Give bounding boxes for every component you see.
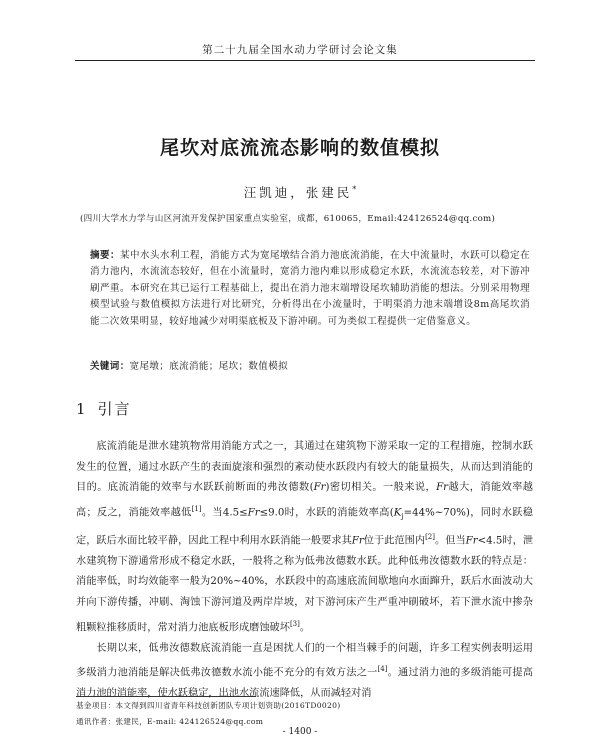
citation[interactable]: [3] <box>289 619 300 628</box>
section-number: 1 <box>76 400 88 418</box>
paragraph: 底流消能是泄水建筑物常用消能方式之一，其通过在建筑物下游采取一定的工程措施，控制水跃发生的位置，通过水跃产生的表面旋滚和强烈的紊动使水跃段内有较大的能量损失，从而达到消能的目的。底流消能的效率与水跃跃前断面的弗汝德数(Fr)密切相关。一般来说，Fr越大，消能效率越高；反之，消能效率越低[1]。当4.5≤Fr≤9.0时，水跃的消能效率高$(K_j=44\%\sim 70\%)$，同时水跃稳定，跃后水面比较平静，因此工程中利用水跃消能一般要求其Fr位于此范围内[2]。但当Fr<4.5时，泄水建筑物下游通常形成不稳定水跃，一般将之称为低弗汝德数水跃。此种低弗汝德数水跃的特点是：消能率低，时均效能率一般为20%~40%，水跃段中的高速底流间歇地向水面蹿升，跃后水面波动大并向下游传播，冲刷、淘蚀下游河道及两岸岸坡，对下游河床产生严重冲刷破坏，若下泄水流中掺杂粗颗粒推移质时，常对消力池底板形成磨蚀破坏[3]。 <box>76 441 534 633</box>
section-heading <box>76 398 132 419</box>
author-names: 汪凯迪，张建民 <box>243 185 353 200</box>
header-rule <box>75 60 535 61</box>
footnote-rule <box>76 696 256 697</box>
keywords-text: 宽尾墩；底流消能；尾坎；数值模拟 <box>129 361 289 372</box>
keywords <box>90 358 288 372</box>
abstract-label: 摘要： <box>90 250 121 261</box>
body-text <box>76 437 533 705</box>
keywords-label: 关键词： <box>90 361 130 372</box>
corresponding-mark: * <box>352 184 357 194</box>
abstract-text: 某中水头水利工程，消能方式为宽尾墩结合消力池底流消能，在大中流量时，水跃可以稳定在消力池内，水流流态较好，但在小流量时，宽消力池内难以形成稳定水跃，水流流态较差，对下游冲刷严重。本研究在其已运行工程基础上，提出在消力池末端增设尾坎辅助消能的想法。分别采用物理模型试验与数值模拟方法进行对比研究，分析得出在小流量时，于明渠消力池末端增设8m高尾坎消能二次效果明显，较好地减少对明渠底板及下游冲刷。可为类似工程提供一定借鉴意义。 <box>90 250 531 327</box>
footnote-fund: 基金项目：本文得到四川省青年科技创新团队专项计划资助(2016TD0020) <box>76 701 341 710</box>
footnote-contact: 通讯作者：张建民，E-mail: 424126524@qq.com <box>76 717 264 726</box>
authors <box>0 183 600 201</box>
running-header: 第二十九届全国水动力学研讨会论文集 <box>202 44 398 56</box>
paper-title: 尾坎对底流流态影响的数值模拟 <box>159 137 440 159</box>
page-number: - 1400 - <box>282 727 318 737</box>
citation[interactable]: [1] <box>191 504 202 513</box>
citation[interactable]: [2] <box>425 532 435 541</box>
paragraph: 长期以来，低弗汝德数底流消能一直是困扰人们的一个相当棘手的问题，许多工程实例表明运用多级消力池消能是解决低弗汝德数水流小能不充分的有效方法之一[4]。通过消力池的多级消能可提高消力池的消能率，使水跃稳定，出池水流流速降低，从而减轻对消 <box>76 642 533 700</box>
affiliation: (四川大学水力学与山区河流开发保护国家重点实验室，成都，610065，Email:424126524@qq.com) <box>80 214 496 224</box>
citation[interactable]: [4] <box>377 665 388 674</box>
section-title: 引言 <box>97 400 132 418</box>
abstract <box>90 248 530 330</box>
